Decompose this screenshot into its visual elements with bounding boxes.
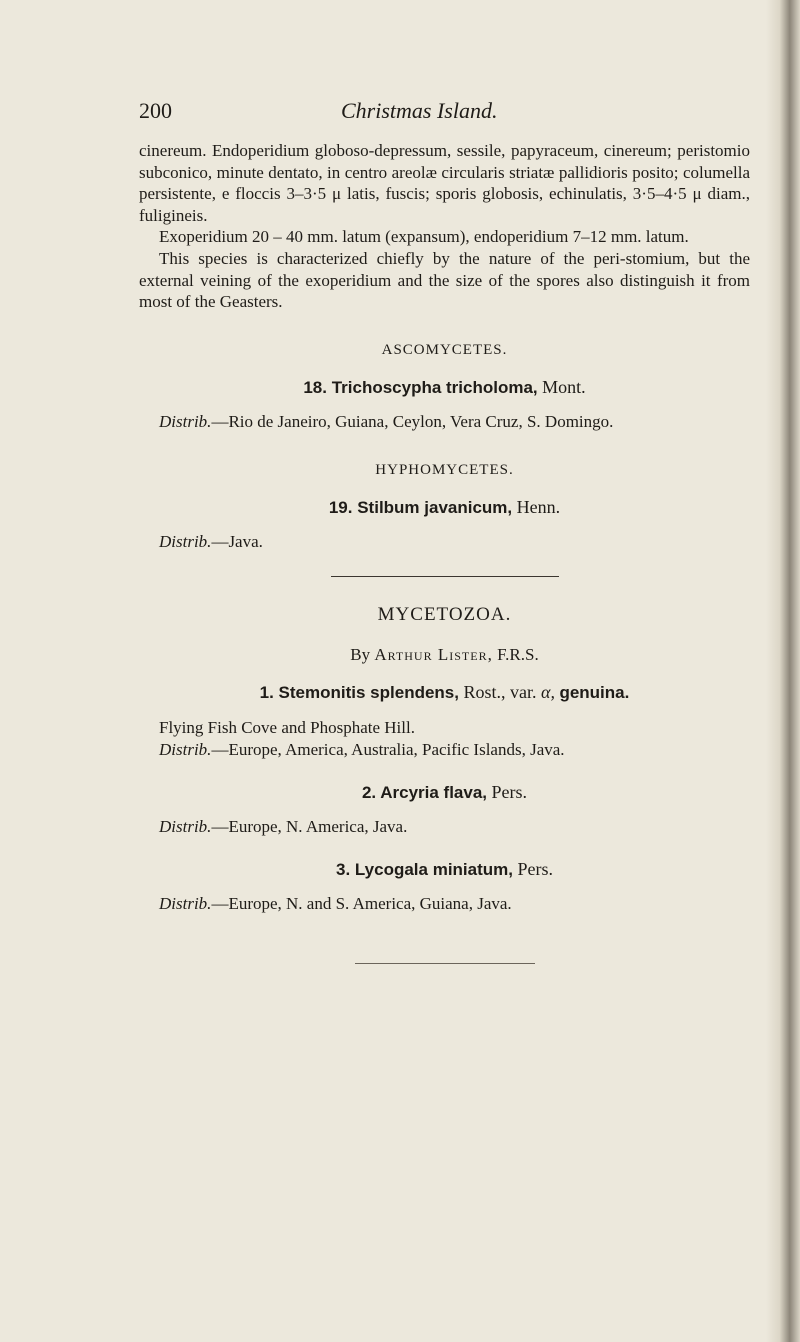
running-title: Christmas Island. bbox=[341, 98, 498, 123]
species-number: 1. bbox=[259, 682, 274, 702]
species-name: Trichoscypha tricholoma, bbox=[331, 378, 538, 398]
distribution-line bbox=[139, 816, 750, 838]
description-paragraph: cinereum. Endoperidium globoso-depressum, sessile, papyraceum, cinereum; peristomio subconico, minute dentato, in centro areolæ circularis striatæ pallidioris posito; columella persistente, e floccis 3–3·5 μ latis, fuscis; sporis globosis, echinulatis, 3·5–4·5 μ diam., fuligineis. bbox=[139, 141, 750, 225]
distribution-line bbox=[139, 893, 750, 915]
distribution-line bbox=[139, 531, 750, 553]
author-suffix: F.R.S. bbox=[497, 644, 539, 664]
section-divider bbox=[331, 576, 559, 577]
variety-letter: α, bbox=[541, 681, 555, 702]
author-name: Arthur Lister, bbox=[374, 644, 493, 664]
species-name: Stemonitis splendens, bbox=[278, 682, 459, 702]
species-heading-3 bbox=[139, 859, 750, 881]
page-content bbox=[139, 140, 750, 964]
measurement-paragraph: Exoperidium 20 – 40 mm. latum (expansum), endoperidium 7–12 mm. latum. bbox=[159, 227, 689, 247]
page-number: 200 bbox=[139, 98, 172, 123]
variety-name: genuina. bbox=[559, 682, 630, 702]
species-number: 18. bbox=[303, 378, 327, 398]
species-name: Lycogala miniatum, bbox=[354, 860, 513, 880]
page-edge-shadow bbox=[766, 0, 800, 1342]
section-heading-hyphomycetes: HYPHOMYCETES. bbox=[375, 461, 514, 478]
distribution-line bbox=[139, 739, 750, 761]
species-heading-1 bbox=[139, 682, 750, 704]
species-name: Arcyria flava, bbox=[380, 783, 488, 803]
species-author: Pers. bbox=[491, 782, 528, 803]
species-name: Stilbum javanicum, bbox=[357, 498, 513, 518]
species-number: 19. bbox=[328, 498, 353, 518]
distrib-label: Distrib. bbox=[159, 739, 212, 759]
section-heading-mycetozoa: MYCETOZOA. bbox=[377, 604, 512, 626]
species-heading-19 bbox=[139, 497, 750, 519]
species-author: Mont. bbox=[542, 377, 586, 398]
species-author: Henn. bbox=[516, 497, 561, 518]
distrib-text: —Europe, N. and S. America, Guiana, Java. bbox=[211, 894, 512, 914]
species-author: Pers. bbox=[517, 859, 553, 880]
species-heading-2 bbox=[139, 782, 750, 804]
species-number: 2. bbox=[361, 783, 377, 803]
distribution-line bbox=[139, 411, 750, 433]
distrib-label: Distrib. bbox=[159, 411, 212, 431]
section-heading-ascomycetes: ASCOMYCETES. bbox=[381, 341, 508, 358]
species-heading-18 bbox=[139, 377, 750, 399]
distrib-text: —Java. bbox=[211, 531, 263, 551]
page-header bbox=[139, 98, 739, 128]
species-number: 3. bbox=[336, 860, 351, 880]
locality-line: Flying Fish Cove and Phosphate Hill. bbox=[159, 718, 415, 738]
species-author: Rost., var. bbox=[463, 681, 537, 702]
section-author-line bbox=[139, 644, 750, 666]
distrib-label: Distrib. bbox=[159, 894, 212, 914]
distrib-text: —Rio de Janeiro, Guiana, Ceylon, Vera Cruz, S. Domingo. bbox=[211, 411, 614, 431]
distrib-label: Distrib. bbox=[159, 816, 212, 836]
distrib-text: —Europe, N. America, Java. bbox=[211, 816, 408, 836]
distrib-text: —Europe, America, Australia, Pacific Islands, Java. bbox=[211, 739, 565, 759]
author-prefix: By bbox=[350, 644, 371, 664]
end-divider bbox=[355, 963, 535, 964]
remarks-paragraph: This species is characterized chiefly by the nature of the peri-stomium, but the external veining of the exoperidium and the size of the spores also distinguish it from most of the Geasters. bbox=[139, 248, 750, 312]
distrib-label: Distrib. bbox=[159, 531, 212, 551]
